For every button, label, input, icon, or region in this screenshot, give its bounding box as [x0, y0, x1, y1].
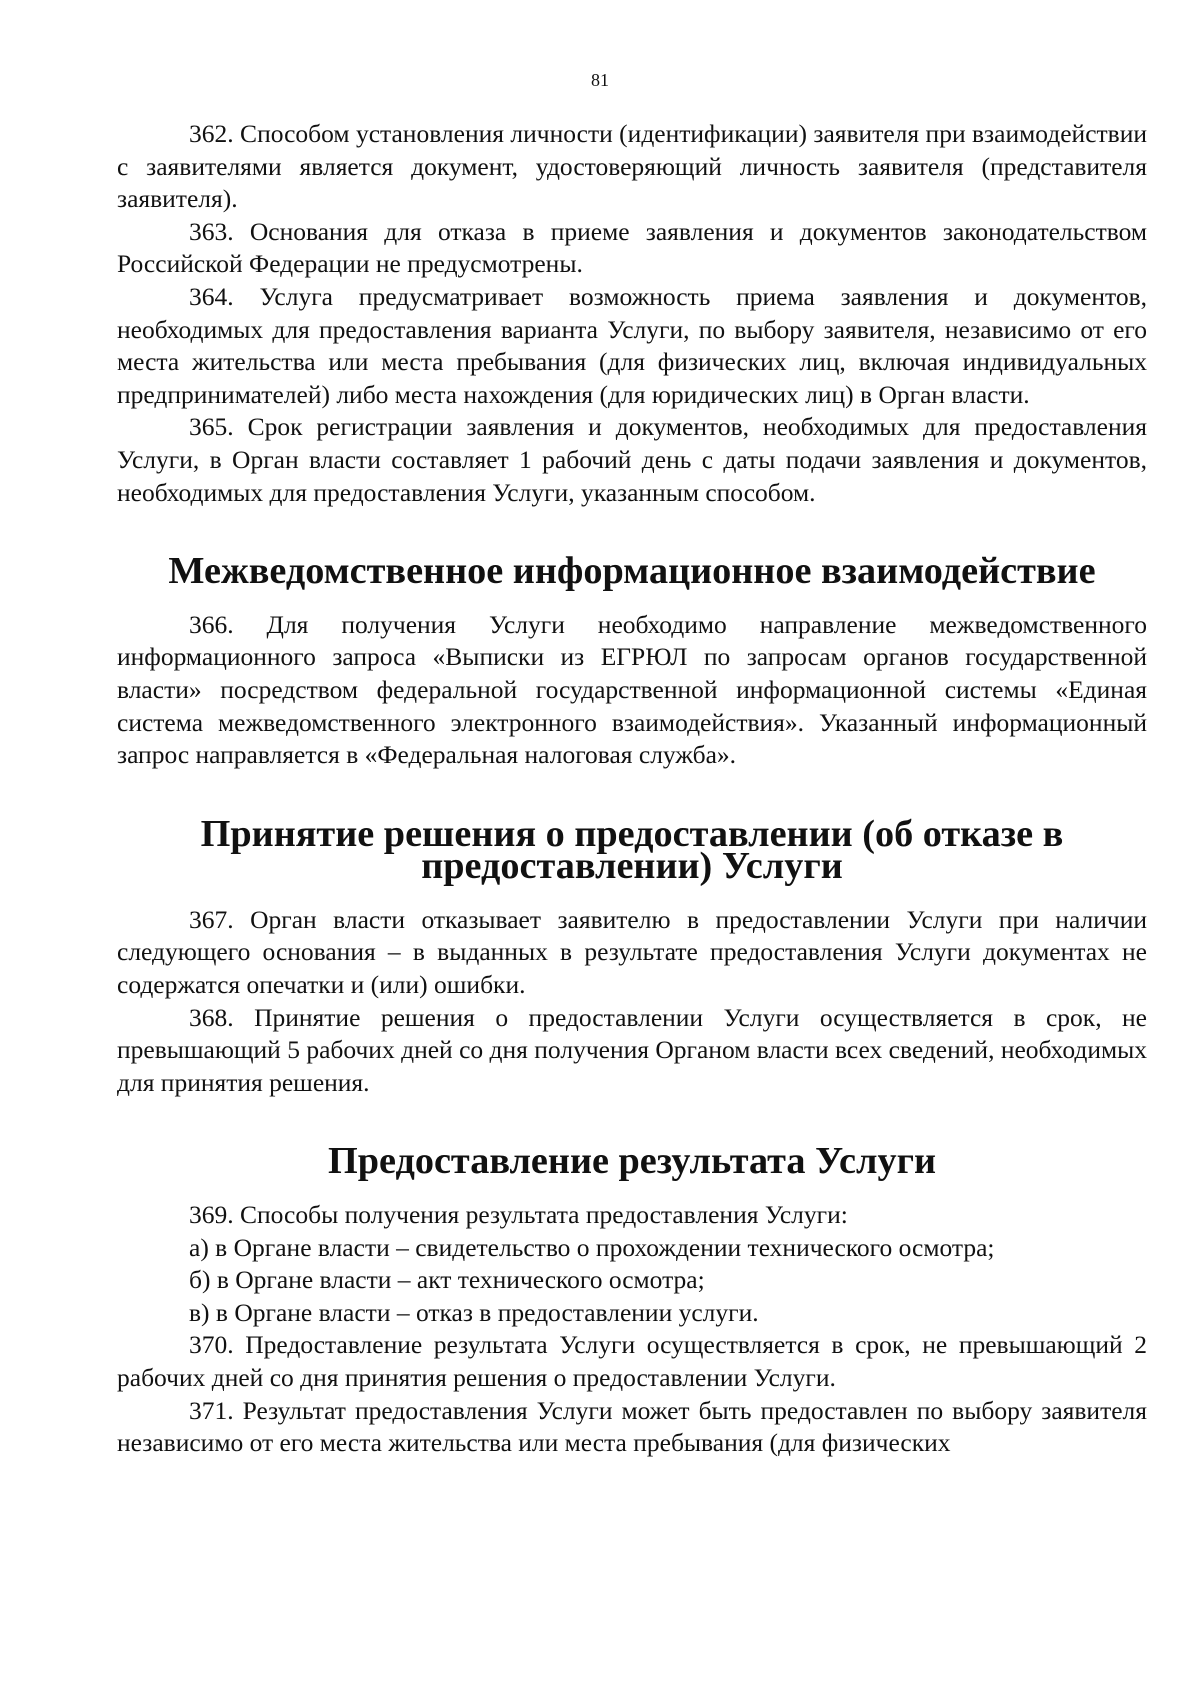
paragraph-367: 367. Орган власти отказывает заявителю в предоставлении Услуги при наличии следующего основания – в выданных в результате предоставления Услуги документах не содержатся опечатки и (или) ошибки.	[117, 904, 1147, 1000]
document-body	[117, 118, 1147, 1460]
section-heading-interagency: Межведомственное информационное взаимодействие	[168, 550, 1096, 593]
paragraph-363: 363. Основания для отказа в приеме заявления и документов законодательством Российской Федерации не предусмотрены.	[117, 216, 1147, 279]
paragraph-366: 366. Для получения Услуги необходимо направление межведомственного информационного запроса «Выписки из ЕГРЮЛ по запросам органов государственной власти» посредством федеральной государственной информационной системы «Единая система межведомственного электронного взаимодействия». Указанный информационный запрос направляется в «Федеральная налоговая служба».	[117, 609, 1147, 770]
list-item-b: б) в Органе власти – акт технического осмотра;	[189, 1265, 705, 1295]
paragraph-365: 365. Срок регистрации заявления и документов, необходимых для предоставления Услуги, в Орган власти составляет 1 рабочий день с даты подачи заявления и документов, необходимых для предоставления Услуги, указанным способом.	[117, 412, 1147, 507]
paragraph-370: 370. Предоставление результата Услуги осуществляется в срок, не превышающий 2 рабочих дней со дня принятия решения о предоставлении Услуги.	[117, 1330, 1147, 1392]
section-heading-result: Предоставление результата Услуги	[327, 1140, 936, 1183]
paragraph-368: 368. Принятие решения о предоставлении Услуги осуществляется в срок, не превышающий 5 рабочих дней со дня получения Органом власти всех сведений, необходимых для принятия решения.	[117, 1002, 1147, 1097]
paragraph-362: 362. Способом установления личности (идентификации) заявителя при взаимодействии с заявителями является документ, удостоверяющий личность заявителя (представителя заявителя).	[117, 119, 1147, 214]
section-heading-decision: Принятие решения о предоставлении (об отказе в предоставлении) Услуги	[200, 812, 1064, 888]
paragraph-364: 364. Услуга предусматривает возможность приема заявления и документов, необходимых для предоставления варианта Услуги, по выбору заявителя, независимо от его места жительства или места пребывания (для физических лиц, включая индивидуальных предпринимателей) либо места нахождения (для юридических лиц) в Орган власти.	[117, 281, 1147, 409]
list-item-a: а) в Органе власти – свидетельство о прохождении технического осмотра;	[189, 1232, 995, 1262]
page-number: 81	[591, 70, 609, 90]
paragraph-371: 371. Результат предоставления Услуги может быть предоставлен по выбору заявителя независимо от его места жительства или места пребывания (для физических	[117, 1395, 1147, 1458]
list-item-v: в) в Органе власти – отказ в предоставлении услуги.	[189, 1297, 759, 1327]
paragraph-369: 369. Способы получения результата предоставления Услуги:	[189, 1200, 848, 1230]
